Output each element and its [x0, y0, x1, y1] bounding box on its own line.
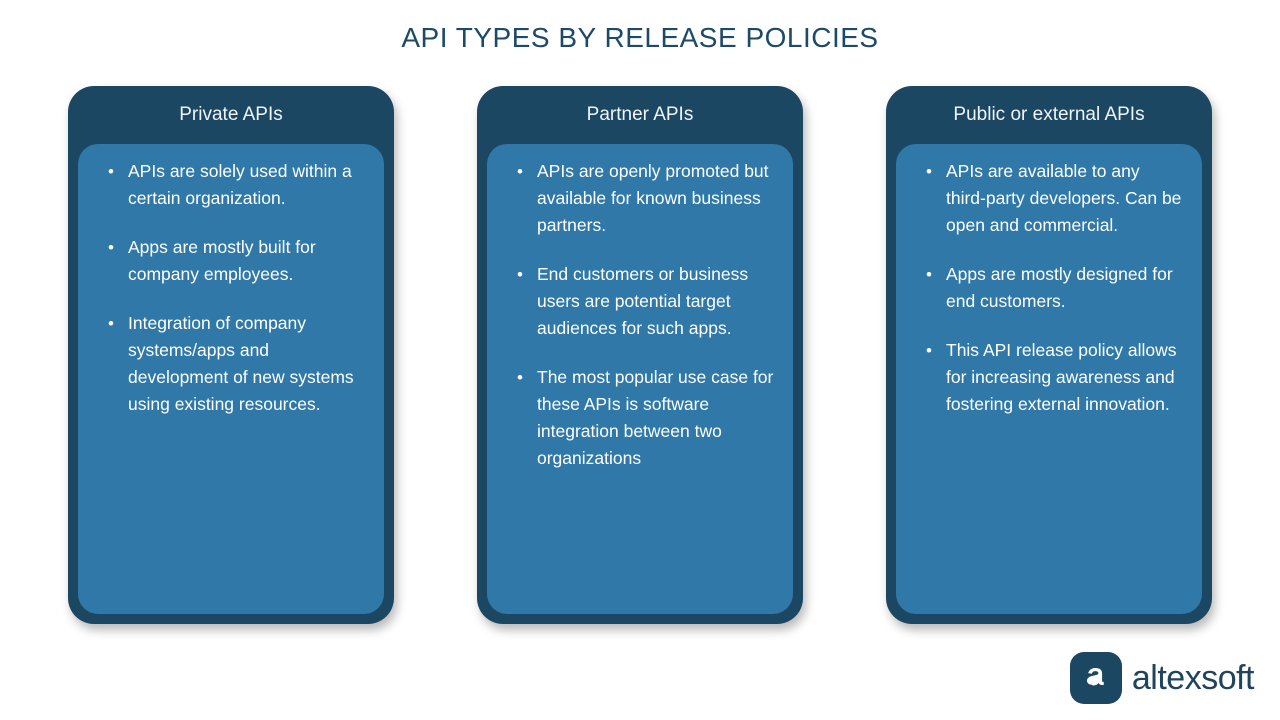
card-group [68, 86, 1212, 624]
list-item-text: This API release policy allows for increasing awareness and fostering external innovation. [946, 340, 1177, 414]
list-item [505, 158, 775, 239]
list-item [505, 261, 775, 342]
list-item-text: The most popular use case for these APIs is software integration between two organizations [537, 367, 774, 468]
list-item-text: Integration of company systems/apps and development of new systems using existing resources. [128, 313, 354, 414]
logo-text: altexsoft [1131, 658, 1254, 697]
bullet-icon: • [517, 265, 523, 284]
list-item-text: APIs are openly promoted but available for known business partners. [537, 161, 769, 235]
bullet-icon: • [926, 341, 932, 360]
bullet-icon: • [926, 162, 932, 181]
list-item [96, 234, 366, 288]
bullet-list [904, 158, 1188, 418]
bullet-icon: • [517, 162, 523, 181]
list-item-text: APIs are solely used within a certain organization. [128, 161, 352, 208]
list-item [505, 364, 775, 472]
list-item-text: End customers or business users are potential target audiences for such apps. [537, 264, 749, 338]
card-heading: Partner APIs [586, 104, 694, 125]
list-item [914, 337, 1182, 418]
list-item [914, 261, 1182, 315]
list-item [914, 158, 1182, 239]
list-item [96, 158, 366, 212]
list-item-text: APIs are available to any third-party developers. Can be open and commercial. [946, 161, 1182, 235]
bullet-icon: • [108, 314, 114, 333]
bullet-list [495, 158, 781, 472]
brand-logo [1070, 652, 1254, 704]
card-private-apis [68, 86, 394, 624]
bullet-list [86, 158, 372, 418]
card-partner-apis [477, 86, 803, 624]
bullet-icon: • [108, 238, 114, 257]
card-heading: Private APIs [179, 104, 283, 125]
list-item [96, 310, 366, 418]
bullet-icon: • [108, 162, 114, 181]
altexsoft-mark-icon [1070, 652, 1122, 704]
page-title: API TYPES BY RELEASE POLICIES [401, 22, 879, 53]
card-body [487, 144, 793, 614]
bullet-icon: • [517, 368, 523, 387]
card-heading: Public or external APIs [953, 104, 1145, 125]
card-public-apis [886, 86, 1212, 624]
card-body [78, 144, 384, 614]
bullet-icon: • [926, 265, 932, 284]
list-item-text: Apps are mostly built for company employees. [128, 237, 316, 284]
list-item-text: Apps are mostly designed for end customers. [946, 264, 1173, 311]
card-body [896, 144, 1202, 614]
